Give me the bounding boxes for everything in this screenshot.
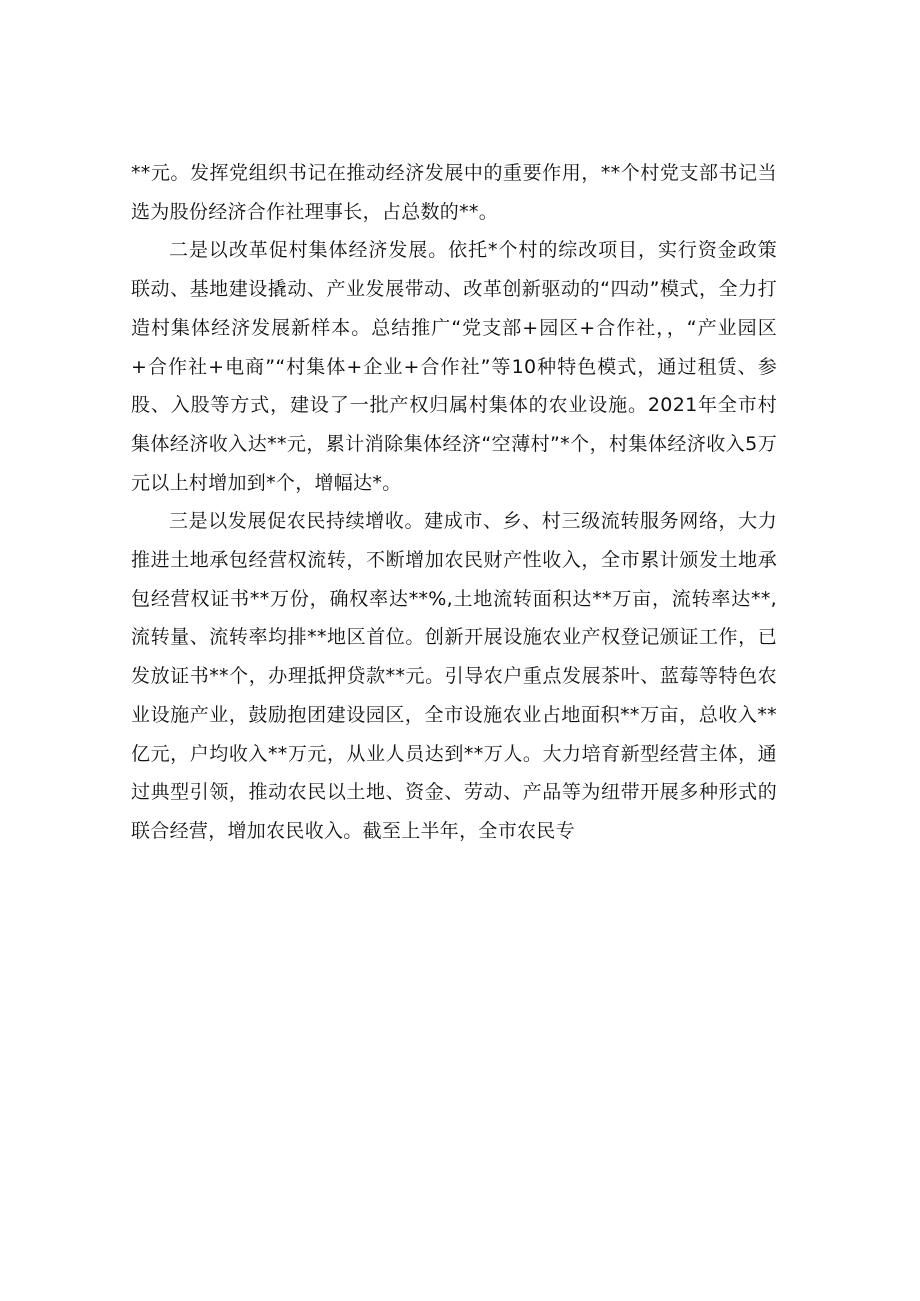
paragraph-income: 三是以发展促农民持续增收。建成市、乡、村三级流转服务网络，大力推进土地承包经营权流转，不断增加农民财产性收入，全市累计颁发土地承包经营权证书**万份，确权率达**%,土地流转面积达**万亩，流转率达**,流转量、流转率均排**地区首位。创新开展设施农业产权登记颁证工作，已发放证书**个，办理抵押贷款**元。引导农户重点发展茶叶、蓝莓等特色农业设施产业，鼓励抱团建设园区，全市设施农业占地面积**万亩，总收入**亿元，户均收入**万元，从业人员达到**万人。大力培育新型经营主体，通过典型引领，推动农民以土地、资金、劳动、产品等为纽带开展多种形式的联合经营，增加农民收入。截至上半年，全市农民专 [131, 510, 777, 842]
document-body [131, 154, 777, 851]
paragraph-reform: 二是以改革促村集体经济发展。依托*个村的综改项目，实行资金政策联动、基地建设撬动、产业发展带动、改革创新驱动的“四动”模式，全力打造村集体经济发展新样本。总结推广“党支部+园区+合作社，，“产业园区+合作社+电商”“村集体+企业+合作社”等10种特色模式，通过租赁、参股、入股等方式，建设了一批产权归属村集体的农业设施。2021年全市村集体经济收入达**元，累计消除集体经济“空薄村”*个，村集体经济收入5万元以上村增加到*个，增幅达*。 [131, 239, 777, 494]
paragraph-continuation: **元。发挥党组织书记在推动经济发展中的重要作用，**个村党支部书记当选为股份经济合作社理事长，占总数的**。 [131, 162, 777, 223]
